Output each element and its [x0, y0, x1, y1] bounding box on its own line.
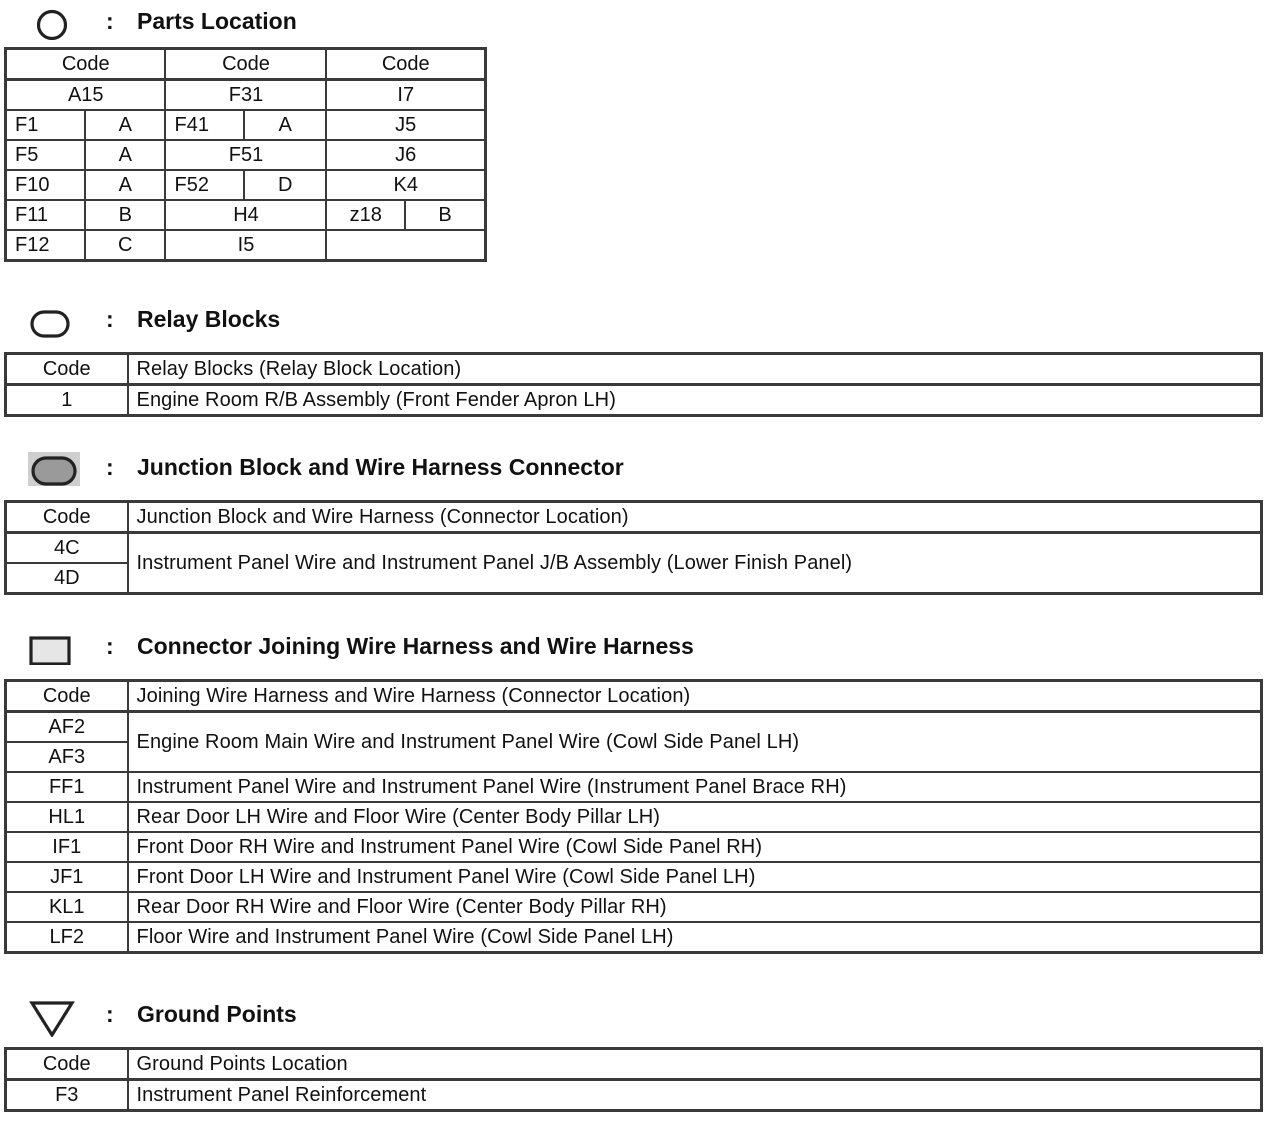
rectangle-icon: [28, 631, 80, 665]
connector-code: AF2: [6, 712, 128, 743]
connector-description: Instrument Panel Wire and Instrument Panel Wire (Instrument Panel Brace RH): [128, 772, 1262, 802]
parts-location-title: Parts Location: [137, 8, 297, 34]
table-row: [6, 712, 1262, 743]
table-row: [6, 230, 486, 261]
part-code: F52: [165, 170, 243, 200]
table-row: [6, 140, 486, 170]
connector-description: Front Door RH Wire and Instrument Panel Wire (Cowl Side Panel RH): [128, 832, 1262, 862]
junction-block-heading: [0, 448, 1000, 488]
connector-description: Engine Room Main Wire and Instrument Panel Wire (Cowl Side Panel LH): [128, 712, 1262, 773]
ground-points-colon: :: [106, 1001, 114, 1027]
part-code: F1: [6, 110, 85, 140]
part-code: A15: [6, 80, 166, 111]
connector-code: AF3: [6, 742, 128, 772]
description-header: Relay Blocks (Relay Block Location): [128, 354, 1262, 385]
part-code: F51: [165, 140, 326, 170]
code-header: Code: [6, 681, 128, 712]
down-triangle-icon: [28, 999, 80, 1037]
part-code: F10: [6, 170, 85, 200]
connector-heading: [0, 627, 1000, 667]
code-header: Code: [6, 354, 128, 385]
part-code: J6: [326, 140, 485, 170]
table-row: [6, 49, 486, 80]
table-row: [6, 892, 1262, 922]
code-header: Code: [6, 49, 166, 80]
part-suffix: A: [85, 140, 166, 170]
ground-points-heading: [0, 995, 1000, 1035]
connector-code: KL1: [6, 892, 128, 922]
connector-code: IF1: [6, 832, 128, 862]
relay-blocks-table: [4, 352, 1263, 417]
connector-description: Rear Door LH Wire and Floor Wire (Center Body Pillar LH): [128, 802, 1262, 832]
rounded-rect-icon: [28, 304, 80, 338]
code-header: Code: [326, 49, 485, 80]
table-row: [6, 170, 486, 200]
parts-location-colon: :: [106, 8, 114, 34]
relay-blocks-title: Relay Blocks: [137, 306, 281, 332]
code-header: Code: [165, 49, 326, 80]
part-code: z18: [326, 200, 404, 230]
description-header: Junction Block and Wire Harness (Connector Location): [128, 502, 1262, 533]
parts-location-table: [4, 47, 487, 262]
ground-description: Instrument Panel Reinforcement: [128, 1080, 1262, 1111]
part-code: F41: [165, 110, 243, 140]
part-code: F31: [165, 80, 326, 111]
table-row: [6, 681, 1262, 712]
ground-code: F3: [6, 1080, 128, 1111]
empty-cell: [326, 230, 485, 261]
junction-code: 4C: [6, 533, 128, 564]
part-code: H4: [165, 200, 326, 230]
connector-table: [4, 679, 1263, 954]
connector-description: Front Door LH Wire and Instrument Panel Wire (Cowl Side Panel LH): [128, 862, 1262, 892]
table-row: [6, 80, 486, 111]
description-header: Ground Points Location: [128, 1049, 1262, 1080]
connector-colon: :: [106, 633, 114, 659]
shaded-rounded-rect-icon: [28, 452, 80, 486]
part-code: J5: [326, 110, 485, 140]
relay-blocks-colon: :: [106, 306, 114, 332]
part-suffix: B: [405, 200, 486, 230]
part-suffix: C: [85, 230, 166, 261]
part-code: I7: [326, 80, 485, 111]
table-row: [6, 832, 1262, 862]
connector-title: Connector Joining Wire Harness and Wire Harness: [137, 633, 694, 659]
table-row: [6, 1049, 1262, 1080]
table-row: [6, 862, 1262, 892]
relay-code: 1: [6, 385, 128, 416]
junction-block-table: [4, 500, 1263, 595]
part-code: F12: [6, 230, 85, 261]
table-row: [6, 1080, 1262, 1111]
connector-code: LF2: [6, 922, 128, 953]
part-suffix: A: [85, 170, 166, 200]
table-row: [6, 502, 1262, 533]
table-row: [6, 533, 1262, 564]
code-header: Code: [6, 1049, 128, 1080]
part-suffix: B: [85, 200, 166, 230]
part-code: F5: [6, 140, 85, 170]
circle-icon: [28, 6, 80, 40]
connector-description: Rear Door RH Wire and Floor Wire (Center Body Pillar RH): [128, 892, 1262, 922]
junction-code: 4D: [6, 563, 128, 594]
connector-description: Floor Wire and Instrument Panel Wire (Cowl Side Panel LH): [128, 922, 1262, 953]
part-suffix: D: [244, 170, 327, 200]
ground-points-title: Ground Points: [137, 1001, 297, 1027]
code-header: Code: [6, 502, 128, 533]
junction-block-title: Junction Block and Wire Harness Connector: [137, 454, 624, 480]
ground-points-table: [4, 1047, 1263, 1112]
connector-code: FF1: [6, 772, 128, 802]
table-row: [6, 802, 1262, 832]
part-suffix: A: [244, 110, 327, 140]
table-row: [6, 922, 1262, 953]
part-suffix: A: [85, 110, 166, 140]
table-row: [6, 110, 486, 140]
relay-description: Engine Room R/B Assembly (Front Fender Apron LH): [128, 385, 1262, 416]
table-row: [6, 385, 1262, 416]
junction-block-colon: :: [106, 454, 114, 480]
part-code: F11: [6, 200, 85, 230]
parts-location-heading: [0, 2, 1000, 42]
part-code: I5: [165, 230, 326, 261]
table-row: [6, 354, 1262, 385]
description-header: Joining Wire Harness and Wire Harness (Connector Location): [128, 681, 1262, 712]
part-code: K4: [326, 170, 485, 200]
relay-blocks-heading: [0, 300, 1000, 340]
table-row: [6, 772, 1262, 802]
connector-code: HL1: [6, 802, 128, 832]
table-row: [6, 200, 486, 230]
connector-code: JF1: [6, 862, 128, 892]
junction-description: Instrument Panel Wire and Instrument Panel J/B Assembly (Lower Finish Panel): [128, 533, 1262, 594]
